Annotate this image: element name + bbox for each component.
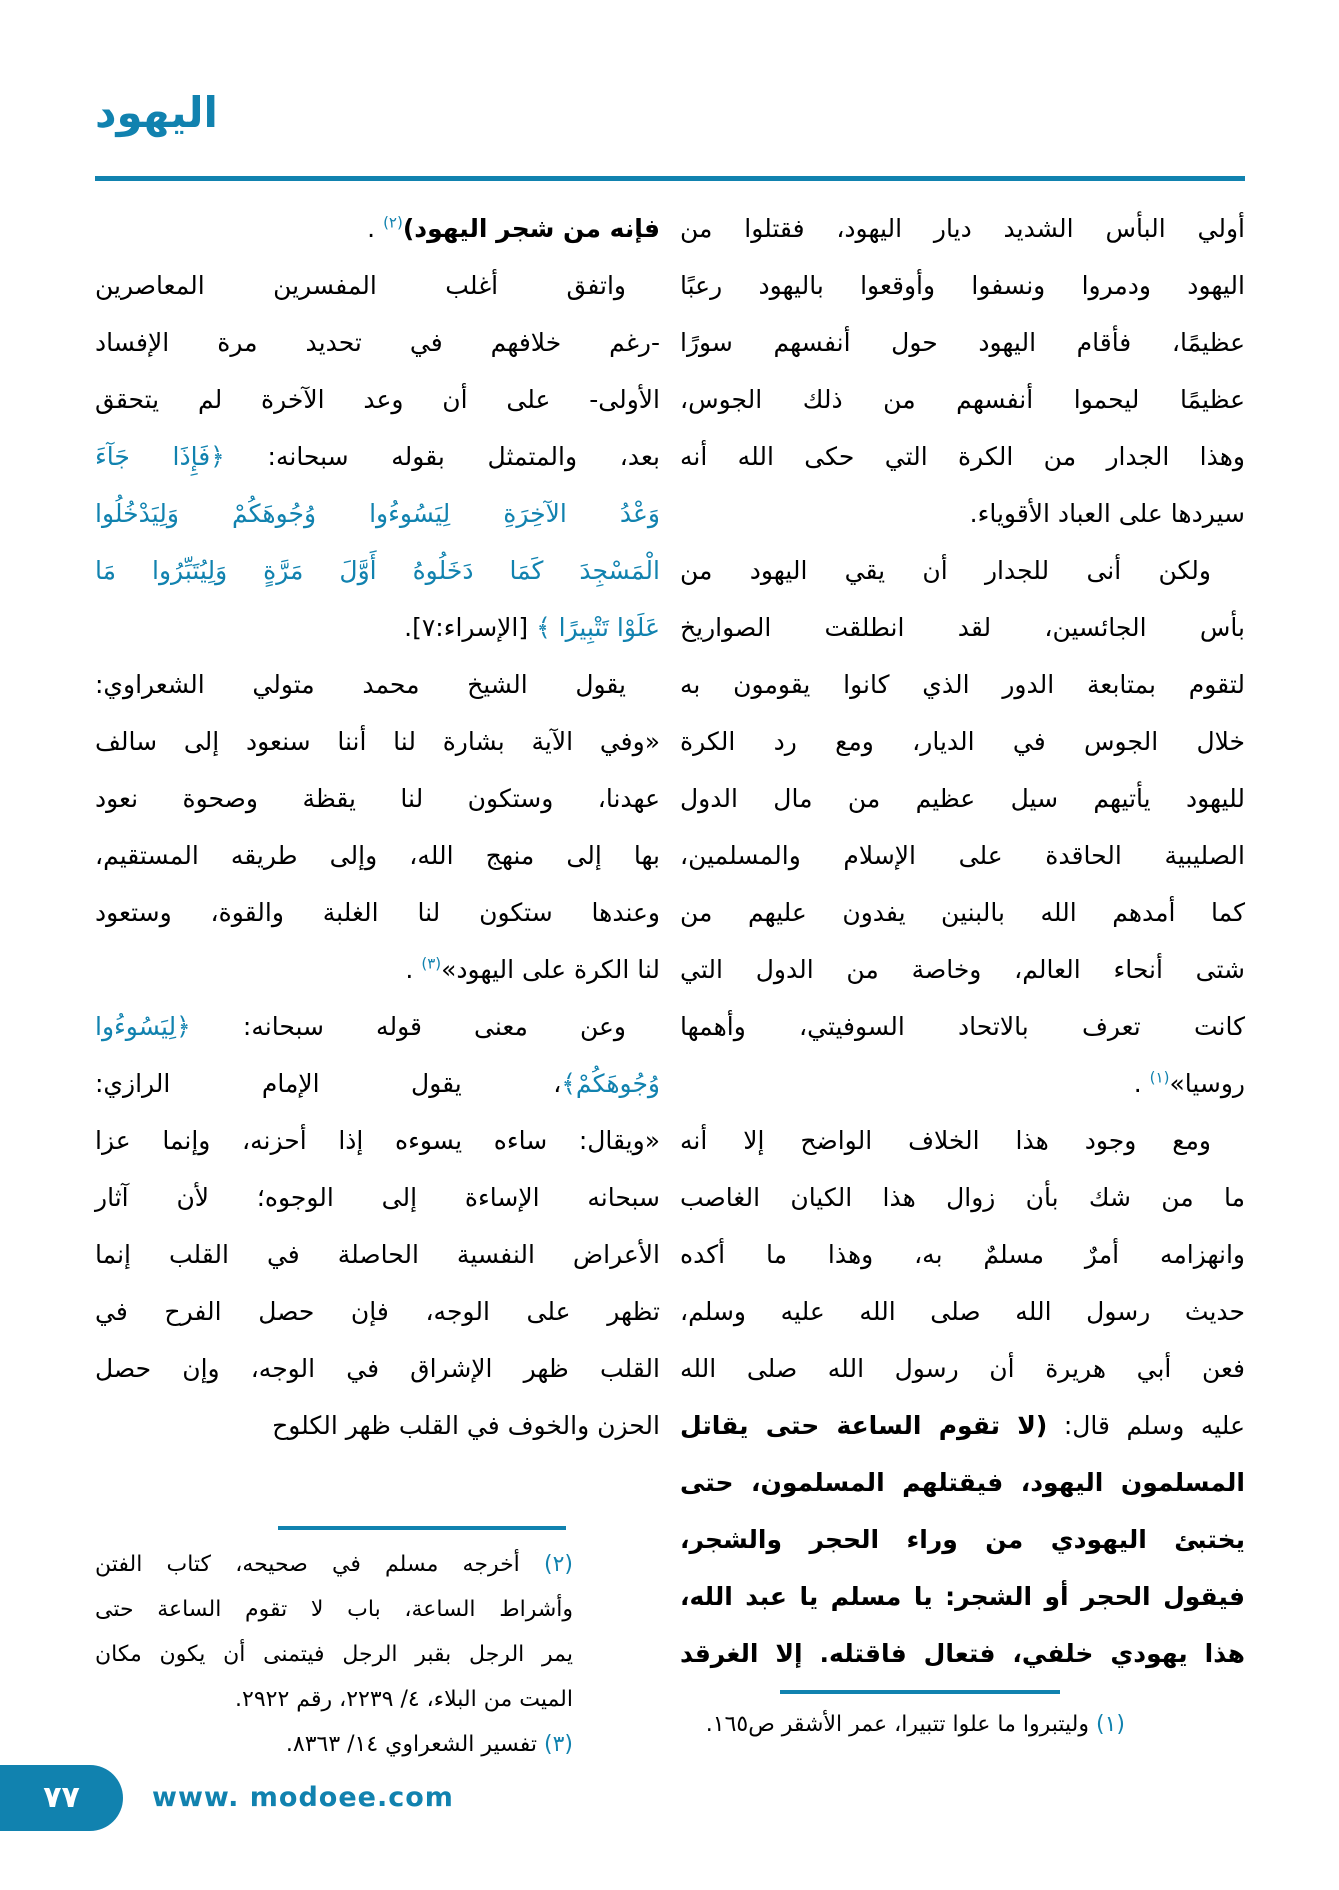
body-text: ما من شك بأن زوال هذا الكيان الغاصب bbox=[680, 1183, 1245, 1212]
page-content bbox=[94, 200, 1245, 1767]
text-line bbox=[680, 485, 1245, 542]
body-text: عظيمًا ليحموا أنفسهم من ذلك الجوس، bbox=[680, 385, 1245, 414]
column-left-text bbox=[95, 200, 660, 1454]
body-text: حديث رسول الله صلى الله عليه وسلم، bbox=[680, 1297, 1245, 1326]
column-right-text bbox=[680, 200, 1245, 1682]
text-line bbox=[95, 314, 660, 371]
footnotes-left bbox=[95, 1542, 573, 1767]
body-text: اليهود ودمروا ونسفوا وأوقعوا باليهود رعبًا bbox=[680, 271, 1245, 300]
body-text: تظهر على الوجه، فإن حصل الفرح في bbox=[95, 1297, 660, 1326]
text-line bbox=[680, 1226, 1245, 1283]
page-number: ٧٧ bbox=[43, 1780, 80, 1815]
body-text: يمر الرجل بقبر الرجل فيتمنى أن يكون مكان bbox=[95, 1642, 573, 1667]
text-line bbox=[680, 257, 1245, 314]
text-line bbox=[680, 1625, 1245, 1682]
text-line bbox=[680, 599, 1245, 656]
text-line bbox=[95, 1587, 573, 1632]
body-text: . bbox=[367, 214, 384, 243]
body-text: بأس الجائسين، لقد انطلقت الصواريخ bbox=[680, 613, 1245, 642]
body-text: لنا الكرة على اليهود» bbox=[441, 955, 660, 984]
body-text: أولي البأس الشديد ديار اليهود، فقتلوا من bbox=[680, 214, 1245, 243]
body-text: «ويقال: ساءه يسوءه إذا أحزنه، وإنما عزا bbox=[95, 1126, 660, 1155]
text-line bbox=[680, 1283, 1245, 1340]
body-text: واتفق أغلب المفسرين المعاصرين bbox=[95, 271, 626, 300]
text-line bbox=[95, 542, 660, 599]
body-text: وهذا الجدار من الكرة التي حكى الله أنه bbox=[680, 442, 1245, 471]
text-line bbox=[680, 884, 1245, 941]
text-line bbox=[95, 371, 660, 428]
body-text: الأولى- على أن وعد الآخرة لم يتحقق bbox=[95, 385, 660, 414]
text-line bbox=[615, 1702, 1125, 1747]
text-line bbox=[680, 1454, 1245, 1511]
text-line bbox=[95, 257, 660, 314]
body-text: شتى أنحاء العالم، وخاصة من الدول التي bbox=[680, 955, 1245, 984]
body-text: عظيمًا، فأقام اليهود حول أنفسهم سورًا bbox=[680, 328, 1245, 357]
text-line bbox=[95, 1055, 660, 1112]
hadith-bold-text: المسلمون اليهود، فيقتلهم المسلمون، حتى bbox=[680, 1468, 1245, 1497]
column-right bbox=[680, 200, 1245, 1767]
text-line bbox=[680, 1397, 1245, 1454]
footnote-ref-marker: (٢) bbox=[383, 213, 403, 232]
text-line bbox=[95, 1632, 573, 1677]
body-text: سبحانه الإساءة إلى الوجوه؛ لأن آثار bbox=[95, 1183, 660, 1212]
footnote-ref-marker: (٣) bbox=[421, 954, 442, 973]
body-text: تفسير الشعراوي ١٤/ ٨٣٦٣. bbox=[285, 1732, 544, 1757]
quran-verse-text: ﴿لِيَسُوءُوا bbox=[95, 1012, 191, 1041]
body-text: وعن معنى قوله سبحانه: bbox=[190, 1012, 626, 1041]
body-text: روسيا» bbox=[1169, 1069, 1245, 1098]
body-text: الميت من البلاء، ٤/ ٢٢٣٩، رقم ٢٩٢٢. bbox=[235, 1687, 573, 1712]
website-url[interactable]: www. modoee.com bbox=[152, 1782, 454, 1813]
text-line bbox=[680, 1112, 1245, 1169]
body-text: خلال الجوس في الديار، ومع رد الكرة bbox=[680, 727, 1245, 756]
text-line bbox=[680, 1340, 1245, 1397]
text-line bbox=[95, 884, 660, 941]
page-header-title: اليهود bbox=[95, 88, 218, 137]
text-line bbox=[680, 827, 1245, 884]
quran-verse-text: ﴿فَإِذَا جَآءَ bbox=[95, 442, 225, 471]
quran-verse-text: وُجُوهَكُمْ﴾ bbox=[561, 1069, 660, 1098]
body-text: عهدنا، وستكون لنا يقظة وصحوة نعود bbox=[95, 784, 660, 813]
text-line bbox=[680, 998, 1245, 1055]
text-line bbox=[680, 1511, 1245, 1568]
text-line bbox=[95, 827, 660, 884]
body-text: الصليبية الحاقدة على الإسلام والمسلمين، bbox=[680, 841, 1245, 870]
text-line bbox=[95, 998, 660, 1055]
quran-verse-text: وَعْدُ الآخِرَةِ لِيَسُوءُوا وُجُوهَكُمْ وَلِيَدْخُلُوا bbox=[95, 499, 660, 528]
text-line bbox=[95, 1397, 660, 1454]
hadith-bold-text: (لا تقوم الساعة حتى يقاتل bbox=[680, 1411, 1048, 1440]
body-text: فعن أبي هريرة أن رسول الله صلى الله bbox=[680, 1354, 1245, 1383]
text-line bbox=[680, 770, 1245, 827]
text-line bbox=[95, 1340, 660, 1397]
text-line bbox=[680, 713, 1245, 770]
body-text: وأشراط الساعة، باب لا تقوم الساعة حتى bbox=[95, 1597, 573, 1622]
text-line bbox=[95, 200, 660, 257]
hadith-bold-text: فإنه من شجر اليهود) bbox=[402, 214, 660, 243]
body-text: «وفي الآية بشارة لنا أننا سنعود إلى سالف bbox=[95, 727, 660, 756]
footnote-separator-right bbox=[780, 1690, 1060, 1694]
text-line bbox=[95, 1169, 660, 1226]
body-text: [الإسراء:٧]. bbox=[404, 613, 537, 642]
body-text: الحزن والخوف في القلب ظهر الكلوح bbox=[272, 1411, 660, 1440]
quran-verse-text: الْمَسْجِدَ كَمَا دَخَلُوهُ أَوَّلَ مَرَّةٍ وَلِيُتَبِّرُوا مَا bbox=[95, 556, 660, 585]
footnote-separator-left bbox=[278, 1526, 566, 1530]
body-text: الأعراض النفسية الحاصلة في القلب إنما bbox=[95, 1240, 660, 1269]
text-line bbox=[95, 485, 660, 542]
body-text: لتقوم بمتابعة الدور الذي كانوا يقومون به bbox=[680, 670, 1245, 699]
quran-verse-text: عَلَوْا تَتْبِيرًا ﴾ bbox=[536, 613, 660, 642]
body-text: أخرجه مسلم في صحيحه، كتاب الفتن bbox=[95, 1552, 544, 1577]
page-number-pill bbox=[0, 1765, 123, 1831]
body-text: ، يقول الإمام الرازي: bbox=[95, 1069, 562, 1098]
header-rule bbox=[95, 176, 1245, 181]
hadith-bold-text: يختبئ اليهودي من وراء الحجر والشجر، bbox=[680, 1525, 1245, 1554]
text-line bbox=[680, 314, 1245, 371]
footnote-number: (٣) bbox=[543, 1732, 573, 1757]
body-text: وانهزامه أمرٌ مسلمٌ به، وهذا ما أكده bbox=[680, 1240, 1245, 1269]
body-text: ومع وجود هذا الخلاف الواضح إلا أنه bbox=[680, 1126, 1211, 1155]
hadith-bold-text: فيقول الحجر أو الشجر: يا مسلم يا عبد الله، bbox=[680, 1582, 1245, 1611]
body-text: كانت تعرف بالاتحاد السوفيتي، وأهمها bbox=[680, 1012, 1245, 1041]
text-line bbox=[680, 941, 1245, 998]
text-line bbox=[95, 1722, 573, 1767]
text-line bbox=[680, 656, 1245, 713]
text-line bbox=[95, 1112, 660, 1169]
text-line bbox=[95, 428, 660, 485]
text-line bbox=[680, 428, 1245, 485]
footnotes-right bbox=[615, 1702, 1125, 1747]
body-text: . bbox=[1133, 1069, 1150, 1098]
body-text: كما أمدهم الله بالبنين يفدون عليهم من bbox=[680, 898, 1245, 927]
body-text: وعندها ستكون لنا الغلبة والقوة، وستعود bbox=[95, 898, 660, 927]
text-line bbox=[95, 713, 660, 770]
text-line bbox=[680, 542, 1245, 599]
text-line bbox=[95, 1283, 660, 1340]
text-line bbox=[95, 1226, 660, 1283]
text-line bbox=[680, 1055, 1245, 1112]
text-line bbox=[680, 1169, 1245, 1226]
body-text: -رغم خلافهم في تحديد مرة الإفساد bbox=[95, 328, 660, 357]
body-text: بها إلى منهج الله، وإلى طريقه المستقيم، bbox=[95, 841, 660, 870]
footnote-number: (١) bbox=[1095, 1712, 1125, 1737]
text-line bbox=[95, 941, 660, 998]
body-text: وليتبروا ما علوا تتبيرا، عمر الأشقر ص١٦٥. bbox=[705, 1712, 1096, 1737]
body-text: يقول الشيخ محمد متولي الشعراوي: bbox=[95, 670, 626, 699]
body-text: ولكن أنى للجدار أن يقي اليهود من bbox=[680, 556, 1211, 585]
footnote-ref-marker: (١) bbox=[1149, 1068, 1170, 1087]
text-line bbox=[95, 599, 660, 656]
body-text: القلب ظهر الإشراق في الوجه، وإن حصل bbox=[95, 1354, 660, 1383]
text-line bbox=[95, 656, 660, 713]
hadith-bold-text: هذا يهودي خلفي، فتعال فاقتله. إلا الغرقد bbox=[680, 1639, 1245, 1668]
body-text: . bbox=[405, 955, 422, 984]
text-line bbox=[680, 371, 1245, 428]
body-text: سيردها على العباد الأقوياء. bbox=[969, 499, 1245, 528]
column-left bbox=[95, 200, 660, 1767]
body-text: لليهود يأتيهم سيل عظيم من مال الدول bbox=[680, 784, 1245, 813]
text-line bbox=[95, 1542, 573, 1587]
body-text: بعد، والمتمثل بقوله سبحانه: bbox=[224, 442, 660, 471]
text-line bbox=[680, 200, 1245, 257]
text-line bbox=[95, 1677, 573, 1722]
footnote-number: (٢) bbox=[543, 1552, 573, 1577]
body-text: عليه وسلم قال: bbox=[1047, 1411, 1245, 1440]
text-line bbox=[95, 770, 660, 827]
text-line bbox=[680, 1568, 1245, 1625]
